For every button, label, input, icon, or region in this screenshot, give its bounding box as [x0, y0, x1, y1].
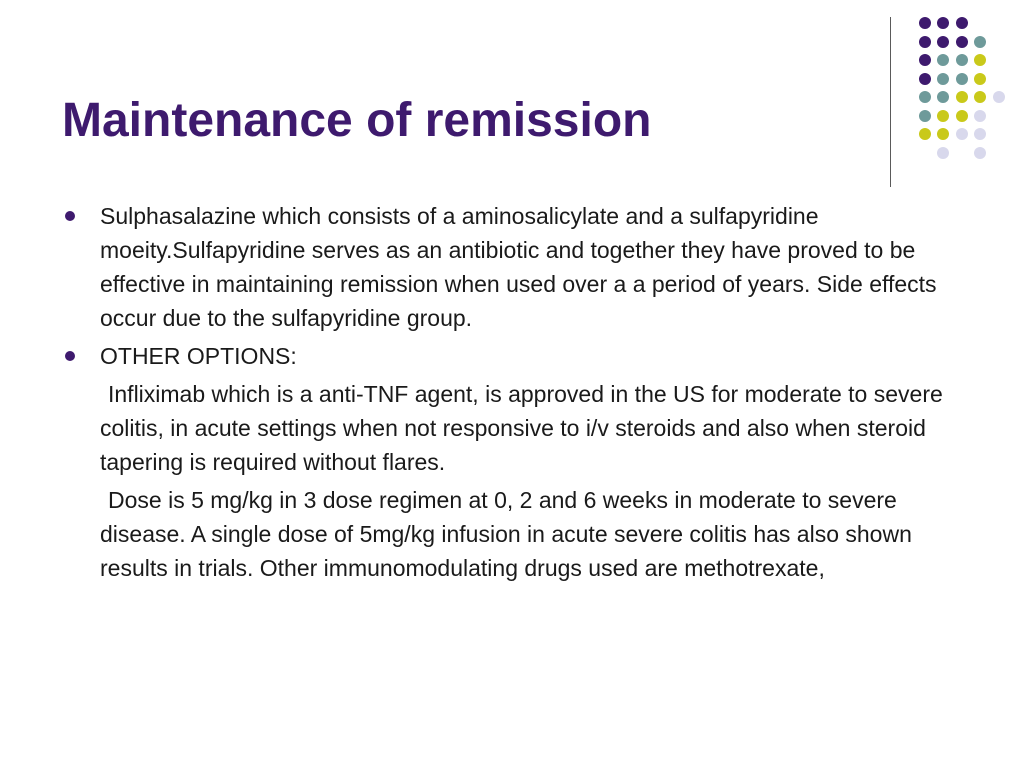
- decorative-dot: [919, 91, 931, 103]
- decorative-dot: [974, 54, 986, 66]
- decorative-dot: [956, 91, 968, 103]
- title-divider-line: [890, 17, 891, 187]
- decorative-dot: [937, 91, 949, 103]
- bullet-dot-icon: [65, 351, 75, 361]
- decorative-dot: [937, 147, 949, 159]
- decorative-dot: [937, 36, 949, 48]
- slide-title: Maintenance of remission: [62, 94, 652, 147]
- decorative-dot: [956, 54, 968, 66]
- decorative-dot: [919, 73, 931, 85]
- decorative-dot: [956, 36, 968, 48]
- bullet-text: Sulphasalazine which consists of a aminosalicylate and a sulfapyridine moeity.Sulfapyridine serves as an antibiotic and together they have proved to be effective in maintaining remission when used over a a period of years. Side effects occur due to the sulfapyridine group.: [100, 203, 937, 331]
- decorative-dot: [974, 36, 986, 48]
- decorative-dot: [919, 36, 931, 48]
- decorative-dot: [919, 17, 931, 29]
- decorative-dot: [919, 110, 931, 122]
- decorative-dot: [919, 128, 931, 140]
- decorative-dot: [974, 128, 986, 140]
- decorative-dot: [956, 110, 968, 122]
- decorative-dot: [937, 54, 949, 66]
- decorative-dot: [993, 91, 1005, 103]
- decorative-dot: [956, 17, 968, 29]
- bullet-text: OTHER OPTIONS:: [100, 343, 297, 369]
- bullet-item: [62, 199, 962, 335]
- decorative-dot: [937, 73, 949, 85]
- decorative-dot: [974, 91, 986, 103]
- bullet-item: [62, 339, 962, 373]
- bullet-dot-icon: [65, 211, 75, 221]
- decorative-dot: [956, 73, 968, 85]
- decorative-dot: [937, 17, 949, 29]
- sub-paragraph: Infliximab which is a anti-TNF agent, is approved in the US for moderate to severe colitis, in acute settings when not responsive to i/v steroids and also when steroid tapering is required without flares.: [100, 381, 943, 475]
- decorative-dot: [937, 110, 949, 122]
- decorative-dot: [974, 73, 986, 85]
- sub-paragraph: Dose is 5 mg/kg in 3 dose regimen at 0, 2 and 6 weeks in moderate to severe disease. A single dose of 5mg/kg infusion in acute severe colitis has also shown results in trials. Other immunomodulating drugs used are methotrexate,: [100, 487, 912, 581]
- decorative-dot: [937, 128, 949, 140]
- decorative-dot-grid: [904, 10, 1024, 170]
- decorative-dot: [956, 128, 968, 140]
- decorative-dot: [919, 54, 931, 66]
- decorative-dot: [974, 110, 986, 122]
- slide-body: [62, 199, 962, 585]
- decorative-dot: [974, 147, 986, 159]
